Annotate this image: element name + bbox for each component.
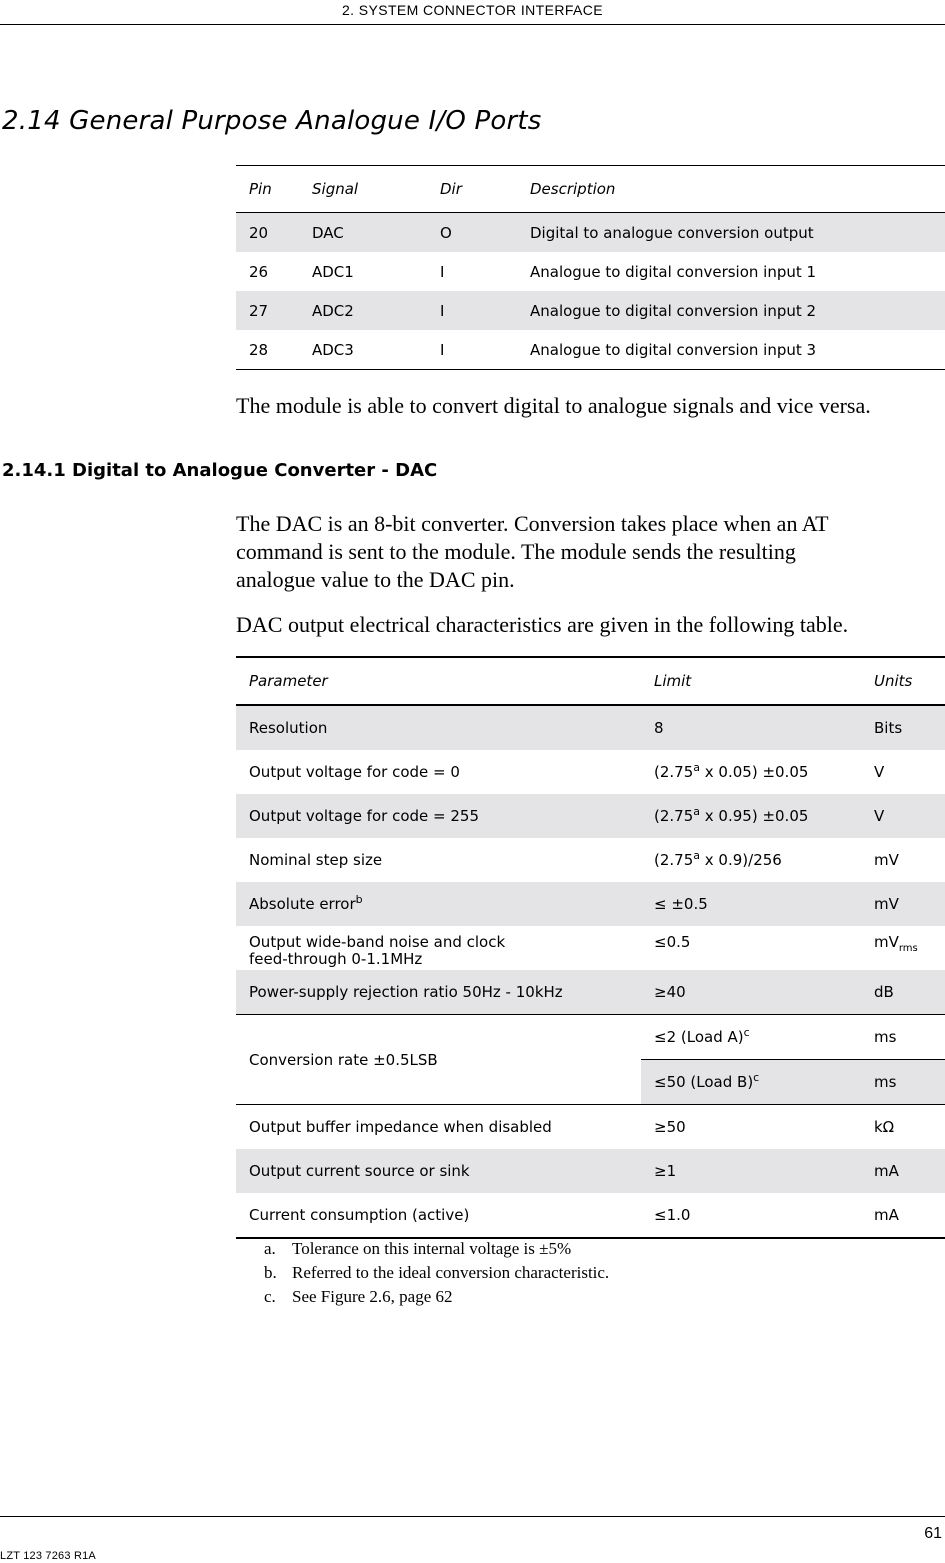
- table-row: [236, 838, 945, 882]
- units-cell: Bits: [874, 719, 903, 737]
- units-text: mV: [874, 933, 899, 951]
- table-row: [236, 330, 945, 370]
- signal-cell: ADC3: [312, 340, 354, 359]
- parameter-cell: Output voltage for code = 255: [249, 807, 479, 825]
- footnote: [264, 1285, 609, 1309]
- dac-characteristics-table: [236, 656, 945, 1239]
- dir-cell: I: [440, 340, 445, 359]
- column-header-limit: Limit: [641, 657, 861, 705]
- parameter-cell: Current consumption (active): [249, 1206, 470, 1224]
- footnote-ref: c: [753, 1071, 760, 1084]
- table-row: [236, 213, 945, 253]
- footnote-mark: a.: [264, 1239, 276, 1258]
- units-cell: mA: [874, 1206, 899, 1224]
- limit-cell: 8: [654, 719, 664, 737]
- parameter-cell: [236, 926, 641, 970]
- table-row: [236, 252, 945, 291]
- page-number: 61: [924, 1525, 942, 1542]
- running-header: [0, 0, 945, 25]
- document-id: LZT 123 7263 R1A: [0, 1550, 96, 1562]
- units-cell: ms: [874, 1028, 897, 1046]
- limit-text: x 0.9)/256: [700, 851, 782, 869]
- pin-table-header-row: [236, 166, 945, 213]
- dir-cell: I: [440, 301, 445, 320]
- limit-cell: ≥40: [641, 970, 861, 1015]
- footnotes: [264, 1237, 609, 1309]
- limit-text: (2.75: [654, 807, 694, 825]
- column-header-dir: Dir: [427, 166, 517, 213]
- table-row: [236, 291, 945, 330]
- pin-table: [236, 165, 945, 370]
- table-row: [236, 926, 945, 970]
- description-cell: Analogue to digital conversion input 2: [530, 301, 817, 320]
- units-cell: [861, 926, 945, 970]
- parameter-cell: Conversion rate ±0.5LSB: [236, 1015, 641, 1105]
- limit-cell: ≤0.5: [654, 933, 691, 951]
- dac-description-paragraph: The DAC is an 8-bit converter. Conversion takes place when an AT command is sent to the module. The module sends the resulting analogue value to the DAC pin.: [236, 511, 829, 592]
- subsection-title: 2.14.1 Digital to Analogue Converter - DAC: [2, 460, 438, 481]
- units-cell: ms: [861, 1060, 945, 1105]
- limit-cell: ≤ ±0.5: [654, 895, 708, 913]
- dir-cell: I: [440, 262, 445, 281]
- footnote-ref: b: [355, 893, 363, 906]
- description-cell: Analogue to digital conversion input 3: [530, 340, 817, 359]
- page-footer: [0, 1516, 945, 1563]
- footnote-text: Referred to the ideal conversion characteristic.: [292, 1263, 610, 1282]
- limit-text: (2.75: [654, 851, 694, 869]
- table-row: [236, 1105, 945, 1150]
- running-header-title: 2. SYSTEM CONNECTOR INTERFACE: [341, 2, 604, 18]
- dac-table-intro-paragraph: DAC output electrical characteristics are given in the following table.: [236, 612, 849, 637]
- table-row: [236, 970, 945, 1015]
- limit-cell: [641, 750, 861, 794]
- parameter-cell: Power-supply rejection ratio 50Hz - 10kHz: [236, 970, 641, 1015]
- footnote-mark: c.: [264, 1287, 276, 1306]
- limit-cell: [641, 1060, 861, 1105]
- limit-text: x 0.95) ±0.05: [700, 807, 809, 825]
- limit-cell: [641, 838, 861, 882]
- column-header-description: Description: [517, 166, 945, 213]
- limit-cell: [641, 794, 861, 838]
- limit-text: ≤50 (Load B): [654, 1073, 754, 1091]
- section-title: 2.14 General Purpose Analogue I/O Ports: [2, 106, 542, 136]
- column-header-signal: Signal: [299, 166, 427, 213]
- column-header-parameter: Parameter: [236, 657, 641, 705]
- table-row: [236, 1193, 945, 1238]
- parameter-cell: Output buffer impedance when disabled: [249, 1118, 552, 1136]
- signal-cell: ADC2: [312, 301, 354, 320]
- footnote-text: See Figure 2.6, page 62: [292, 1287, 453, 1306]
- table-row: [236, 1015, 945, 1060]
- limit-cell: ≥1: [654, 1162, 677, 1180]
- units-cell: mV: [874, 895, 899, 913]
- parameter-cell: Output voltage for code = 0: [249, 763, 460, 781]
- table-row: [236, 794, 945, 838]
- limit-text: x 0.05) ±0.05: [700, 763, 809, 781]
- units-cell: V: [874, 807, 885, 825]
- pin-cell: 27: [249, 301, 269, 320]
- parameter-text: Output wide-band noise and clock: [249, 933, 506, 951]
- signal-cell: ADC1: [312, 262, 354, 281]
- table-row: [236, 1149, 945, 1193]
- parameter-text: feed-through 0-1.1MHz: [249, 950, 423, 968]
- units-cell: V: [874, 763, 885, 781]
- pin-cell: 28: [249, 340, 269, 359]
- intro-paragraph: The module is able to convert digital to analogue signals and vice versa.: [236, 393, 871, 418]
- limit-cell: ≤1.0: [654, 1206, 691, 1224]
- limit-text: (2.75: [654, 763, 694, 781]
- limit-cell: ≥50: [654, 1118, 686, 1136]
- description-cell: Digital to analogue conversion output: [530, 223, 814, 242]
- footnote-text: Tolerance on this internal voltage is ±5%: [292, 1239, 572, 1258]
- units-cell: mA: [874, 1162, 899, 1180]
- parameter-text: Absolute error: [249, 895, 356, 913]
- signal-cell: DAC: [312, 223, 344, 242]
- pin-cell: 20: [249, 223, 269, 242]
- footnote: [264, 1237, 609, 1261]
- units-cell: mV: [874, 851, 899, 869]
- units-subscript: rms: [898, 943, 918, 954]
- parameter-cell: Nominal step size: [249, 851, 383, 869]
- table-row: [236, 750, 945, 794]
- footnote-ref: a: [693, 805, 701, 818]
- footnote: [264, 1261, 609, 1285]
- table-row: [236, 882, 945, 926]
- dac-table-header-row: [236, 657, 945, 705]
- units-cell: dB: [861, 970, 945, 1015]
- description-cell: Analogue to digital conversion input 1: [530, 262, 817, 281]
- parameter-cell: [236, 882, 641, 926]
- footnote-ref: c: [743, 1026, 750, 1039]
- limit-text: ≤2 (Load A): [654, 1028, 744, 1046]
- units-cell: kΩ: [874, 1118, 895, 1136]
- limit-cell: [641, 1015, 861, 1060]
- footnote-ref: a: [693, 761, 701, 774]
- dir-cell: O: [440, 223, 452, 242]
- parameter-cell: Output current source or sink: [249, 1162, 470, 1180]
- column-header-pin: Pin: [236, 166, 299, 213]
- column-header-units: Units: [861, 657, 945, 705]
- footnote-mark: b.: [264, 1263, 277, 1282]
- parameter-cell: Resolution: [249, 719, 328, 737]
- table-row: [236, 705, 945, 750]
- footnote-ref: a: [693, 849, 701, 862]
- pin-cell: 26: [249, 262, 269, 281]
